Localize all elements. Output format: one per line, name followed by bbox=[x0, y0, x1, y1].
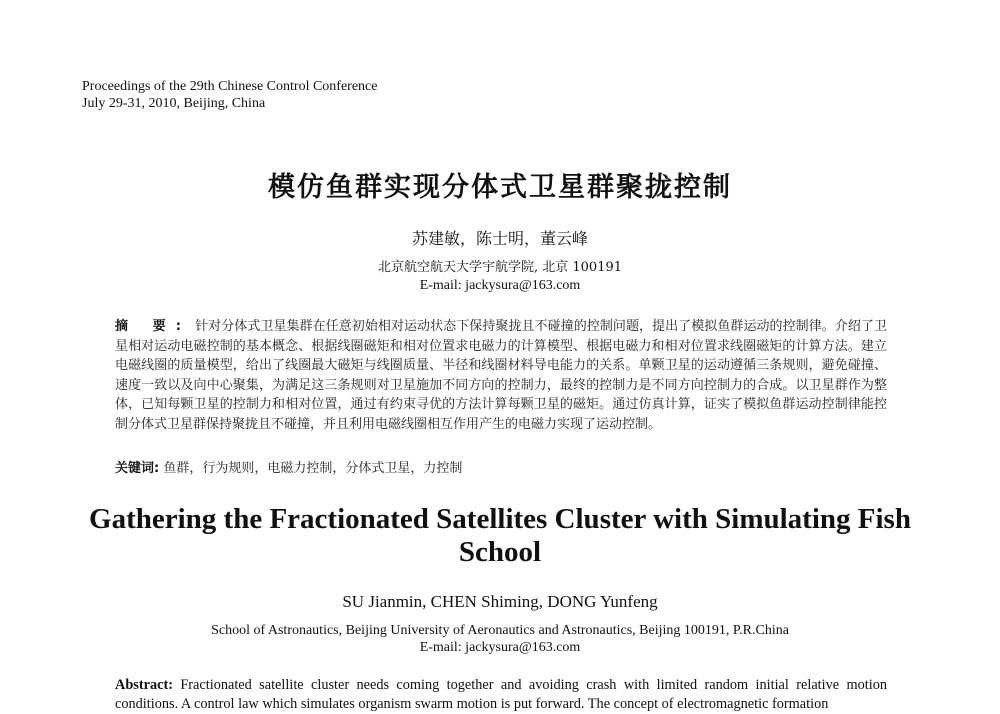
proceedings-header bbox=[82, 78, 377, 112]
english-abstract-text: Fractionated satellite cluster needs coming together and avoiding crash with limited random initial relative motion conditions. A control law which simulates organism swarm motion is put forward. The concept of electromagnetic formation bbox=[115, 677, 887, 712]
chinese-abstract bbox=[115, 317, 887, 435]
english-title: Gathering the Fractionated Satellites Cluster with Simulating Fish School bbox=[89, 503, 911, 568]
english-abstract bbox=[115, 676, 887, 714]
chinese-affiliation: 北京航空航天大学宇航学院, 北京 100191 bbox=[377, 260, 623, 275]
english-affiliation: School of Astronautics, Beijing University of Aeronautics and Astronautics, Beijing 100191, P.R.China bbox=[211, 623, 789, 638]
english-abstract-label: Abstract: bbox=[115, 677, 173, 693]
chinese-abstract-text: 针对分体式卫星集群在任意初始相对运动状态下保持聚拢且不碰撞的控制问题，提出了模拟鱼群运动的控制律。介绍了卫星相对运动电磁控制的基本概念、根据线圈磁矩和相对位置求电磁力的计算模型、根据电磁力和相对位置求线圈磁矩的计算方法。建立电磁线圈的质量模型，给出了线圈最大磁矩与线圈质量、半径和线圈材料导电能力的关系。单颗卫星的运动遵循三条规则，避免碰撞、速度一致以及向中心聚集，为满足这三条规则对卫星施加不同方向的控制力，最终的控制力是不同方向控制力的合成。以卫星群作为整体，已知每颗卫星的控制力和相对位置，通过有约束寻优的方法计算每颗卫星的磁矩。通过仿真计算，证实了模拟鱼群运动控制律能控制分体式卫星群保持聚拢且不碰撞，并且利用电磁线圈相互作用产生的电磁力实现了运动控制。 bbox=[115, 319, 887, 432]
chinese-title: 模仿鱼群实现分体式卫星群聚拢控制 bbox=[268, 172, 732, 203]
chinese-affiliation-block bbox=[0, 259, 1000, 295]
english-authors: SU Jianmin, CHEN Shiming, DONG Yunfeng bbox=[342, 592, 658, 611]
chinese-keywords-text: 鱼群，行为规则，电磁力控制，分体式卫星，力控制 bbox=[163, 461, 463, 476]
proceedings-line-2: July 29-31, 2010, Beijing, China bbox=[82, 96, 266, 111]
chinese-abstract-label: 摘 要: bbox=[115, 319, 191, 334]
chinese-authors: 苏建敏，陈士明，董云峰 bbox=[411, 229, 588, 248]
chinese-email: E-mail: jackysura@163.com bbox=[419, 278, 581, 293]
chinese-keywords-label: 关键词: bbox=[115, 461, 160, 476]
proceedings-line-1: Proceedings of the 29th Chinese Control Conference bbox=[82, 79, 378, 94]
chinese-keywords bbox=[115, 457, 462, 476]
english-email: E-mail: jackysura@163.com bbox=[419, 640, 581, 655]
english-affiliation-block bbox=[0, 622, 1000, 656]
